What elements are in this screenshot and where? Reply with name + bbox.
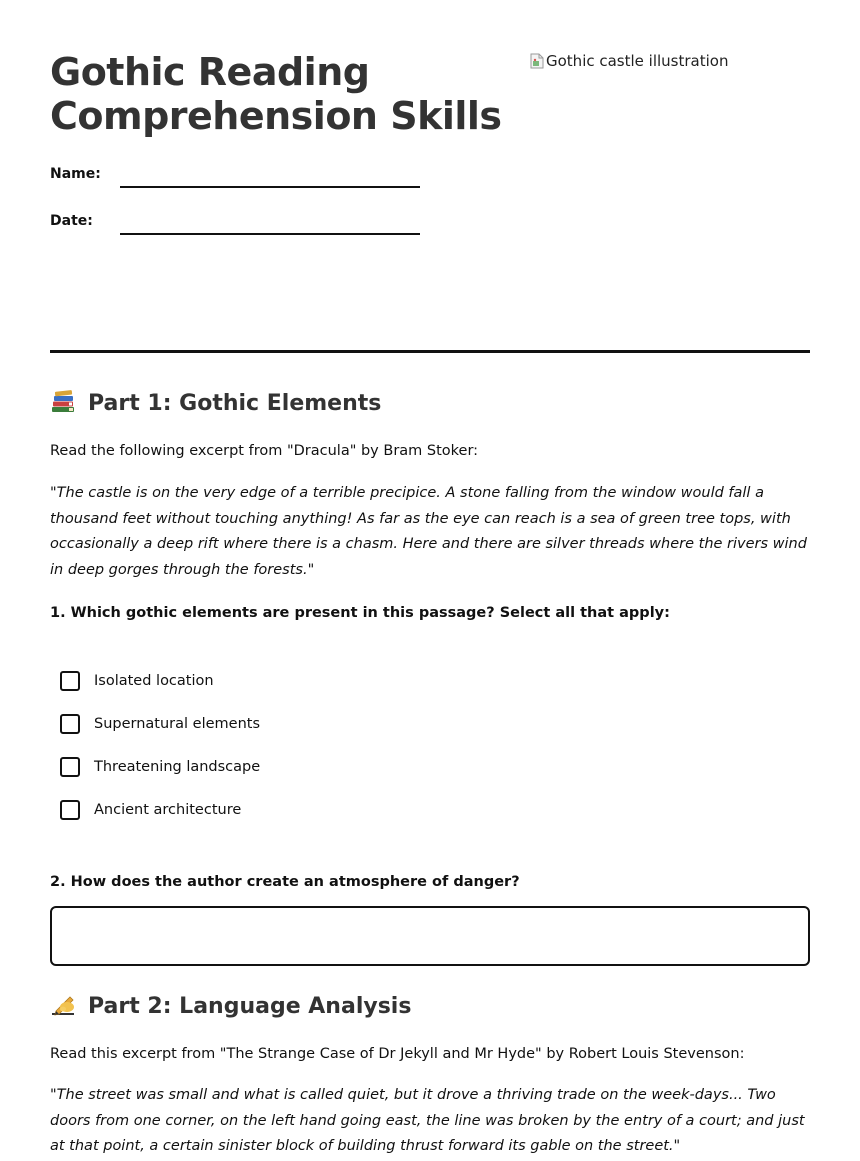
part2-intro: Read this excerpt from "The Strange Case of Dr Jekyll and Mr Hyde" by Robert Louis Stevenson: <box>50 1046 745 1062</box>
option-label: Supernatural elements <box>94 716 261 732</box>
part1-heading <box>50 390 381 416</box>
date-field-row <box>50 213 420 229</box>
option-label: Ancient architecture <box>94 802 242 818</box>
option-label: Isolated location <box>94 673 214 689</box>
checkbox[interactable] <box>60 714 80 734</box>
hero-image-alt-text: Gothic castle illustration <box>546 52 729 70</box>
option-label: Threatening landscape <box>94 759 261 775</box>
question-1: 1. Which gothic elements are present in this passage? Select all that apply: <box>50 605 670 621</box>
checkbox[interactable] <box>60 671 80 691</box>
hero-image <box>530 52 728 70</box>
name-field[interactable] <box>120 186 420 188</box>
checkbox[interactable] <box>60 800 80 820</box>
writing-hand-icon <box>50 993 78 1019</box>
part2-heading-text: Part 2: Language Analysis <box>88 993 412 1019</box>
part2-quote: "The street was small and what is called quiet, but it drove a thriving trade on the week-days... Two doors from one corner, on the left hand going east, the line was broken by the entry of a court; and just at that point, a certain sinister block of building thrust forward its gable on the street." <box>50 1087 805 1154</box>
part2-heading <box>50 993 411 1019</box>
date-label: Date: <box>50 213 93 229</box>
part1-quote: "The castle is on the very edge of a terrible precipice. A stone falling from the window would fall a thousand feet without touching anything! As far as the eye can reach is a sea of green tree tops, with occasionally a deep rift where there is a chasm. Here and there are silver threads where the rivers wind in deep gorges through the forests." <box>50 485 807 578</box>
checkbox[interactable] <box>60 757 80 777</box>
books-icon <box>50 390 78 416</box>
part1-intro: Read the following excerpt from "Dracula" by Bram Stoker: <box>50 443 479 459</box>
date-field[interactable] <box>120 233 420 235</box>
option-isolated-location[interactable] <box>60 671 214 691</box>
page-title: Gothic Reading Comprehension Skills <box>50 50 502 138</box>
option-threatening-landscape[interactable] <box>60 757 260 777</box>
name-field-row <box>50 166 420 182</box>
question-2: 2. How does the author create an atmosphere of danger? <box>50 874 520 890</box>
header-divider <box>50 350 810 353</box>
name-label: Name: <box>50 166 101 182</box>
answer-textarea[interactable] <box>50 906 810 966</box>
part1-heading-text: Part 1: Gothic Elements <box>88 390 382 416</box>
option-supernatural-elements[interactable] <box>60 714 260 734</box>
option-ancient-architecture[interactable] <box>60 800 241 820</box>
broken-image-icon <box>530 53 544 69</box>
